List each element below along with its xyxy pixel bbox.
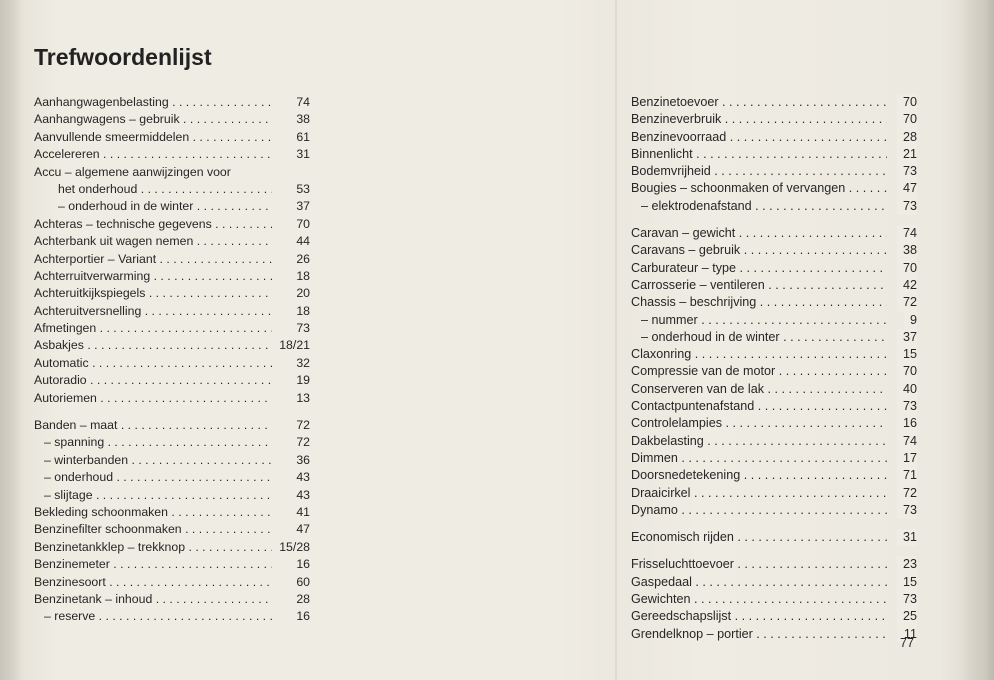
index-page-ref: 16 bbox=[290, 608, 310, 625]
index-entry bbox=[34, 251, 310, 268]
index-entry bbox=[631, 502, 917, 519]
index-term: het onderhoud . . bbox=[58, 181, 272, 198]
index-page-ref: 72 bbox=[290, 434, 310, 451]
index-page-ref: 36 bbox=[290, 452, 310, 469]
index-term: Benzineverbruik . . bbox=[631, 111, 887, 128]
index-page-ref: 70 bbox=[897, 111, 917, 128]
index-page-ref: 37 bbox=[290, 198, 310, 215]
index-entry bbox=[34, 164, 310, 181]
index-term: Carburateur – type . . bbox=[631, 260, 887, 277]
index-term: Dakbelasting . . bbox=[631, 433, 887, 450]
index-term: Bekleding schoonmaken . . bbox=[34, 504, 272, 521]
section-gap bbox=[631, 519, 917, 529]
index-term: Dimmen . . bbox=[631, 450, 887, 467]
index-page-ref: 72 bbox=[897, 294, 917, 311]
index-page-ref: 47 bbox=[290, 521, 310, 538]
index-entry bbox=[34, 216, 310, 233]
index-page-ref: 21 bbox=[897, 146, 917, 163]
book-spine-shadow bbox=[615, 0, 617, 680]
index-page-ref: 15 bbox=[897, 346, 917, 363]
index-entry bbox=[631, 626, 917, 643]
index-term: Grendelknop – portier . . bbox=[631, 626, 887, 643]
index-entry bbox=[34, 574, 310, 591]
index-entry bbox=[34, 320, 310, 337]
index-entry bbox=[34, 285, 310, 302]
index-page-ref: 74 bbox=[897, 225, 917, 242]
index-term: Aanvullende smeermiddelen . . bbox=[34, 129, 272, 146]
index-page-ref: 18 bbox=[290, 268, 310, 285]
index-entry bbox=[631, 294, 917, 311]
index-term: Doorsnedetekening . . bbox=[631, 467, 887, 484]
index-term: Benzinemeter . . bbox=[34, 556, 272, 573]
index-page-ref: 23 bbox=[897, 556, 917, 573]
index-page-ref: 11 bbox=[898, 626, 917, 643]
index-term: Gewichten . . bbox=[631, 591, 887, 608]
index-term: Economisch rijden . . bbox=[631, 529, 887, 546]
index-entry bbox=[631, 467, 917, 484]
index-page-ref: 72 bbox=[290, 417, 310, 434]
index-entry bbox=[631, 329, 917, 346]
index-term: – spanning . . bbox=[44, 434, 272, 451]
index-entry bbox=[631, 485, 917, 502]
index-term: Asbakjes . . bbox=[34, 337, 272, 354]
index-entry bbox=[631, 225, 917, 242]
index-column-right bbox=[631, 94, 917, 643]
index-term: Controlelampies . . bbox=[631, 415, 887, 432]
index-term: Draaicirkel . . bbox=[631, 485, 887, 502]
index-term: Compressie van de motor . . bbox=[631, 363, 887, 380]
index-entry bbox=[34, 181, 310, 198]
index-page-ref: 19 bbox=[290, 372, 310, 389]
index-term: – nummer . . bbox=[641, 312, 887, 329]
index-entry bbox=[34, 434, 310, 451]
index-entry bbox=[631, 111, 917, 128]
index-page-ref: 13 bbox=[290, 390, 310, 407]
index-page-ref: 70 bbox=[290, 216, 310, 233]
index-entry bbox=[34, 372, 310, 389]
index-term: Achteras – technische gegevens . . bbox=[34, 216, 272, 233]
index-page-ref: 20 bbox=[290, 285, 310, 302]
index-term: Achterbank uit wagen nemen . . bbox=[34, 233, 272, 250]
index-page-ref: 44 bbox=[290, 233, 310, 250]
index-entry bbox=[34, 487, 310, 504]
index-entry bbox=[631, 556, 917, 573]
index-entry bbox=[34, 129, 310, 146]
index-term: Benzinesoort . . bbox=[34, 574, 272, 591]
index-entry bbox=[34, 452, 310, 469]
index-entry bbox=[34, 539, 310, 556]
index-term: Frisseluchttoevoer . . bbox=[631, 556, 887, 573]
index-entry bbox=[631, 591, 917, 608]
index-entry bbox=[631, 433, 917, 450]
index-term: Aanhangwagenbelasting . . bbox=[34, 94, 272, 111]
index-entry bbox=[631, 381, 917, 398]
section-gap bbox=[631, 215, 917, 225]
index-entry bbox=[631, 260, 917, 277]
index-page-ref: 41 bbox=[290, 504, 310, 521]
index-term: Achterruitverwarming . . bbox=[34, 268, 272, 285]
index-page-ref: 74 bbox=[897, 433, 917, 450]
index-entry bbox=[34, 198, 310, 215]
index-entry bbox=[34, 355, 310, 372]
index-page-ref: 18 bbox=[290, 303, 310, 320]
index-term: Autoriemen . . bbox=[34, 390, 272, 407]
index-entry bbox=[34, 337, 310, 354]
index-column-left bbox=[34, 94, 310, 626]
index-term: – onderhoud in de winter . . bbox=[641, 329, 887, 346]
index-term: Autoradio . . bbox=[34, 372, 272, 389]
index-entry bbox=[631, 198, 917, 215]
index-entry bbox=[631, 312, 917, 329]
index-term: Bougies – schoonmaken of vervangen . . bbox=[631, 180, 887, 197]
index-term: Accu – algemene aanwijzingen voor bbox=[34, 164, 231, 179]
index-page-ref: 16 bbox=[290, 556, 310, 573]
index-entry bbox=[631, 363, 917, 380]
index-page-ref: 43 bbox=[290, 469, 310, 486]
index-term: Caravan – gewicht . . bbox=[631, 225, 887, 242]
index-page-ref: 70 bbox=[897, 260, 917, 277]
index-page-ref: 37 bbox=[897, 329, 917, 346]
index-page-ref: 47 bbox=[897, 180, 917, 197]
index-term: Benzinetoevoer . . bbox=[631, 94, 887, 111]
index-term: Gereedschapslijst . . bbox=[631, 608, 887, 625]
index-term: Chassis – beschrijving . . bbox=[631, 294, 887, 311]
index-term: Achteruitkijkspiegels . . bbox=[34, 285, 272, 302]
index-page-ref: 74 bbox=[290, 94, 310, 111]
index-term: Caravans – gebruik . . bbox=[631, 242, 887, 259]
index-term: Banden – maat . . bbox=[34, 417, 272, 434]
page-number: 77 bbox=[900, 636, 914, 650]
index-term: Gaspedaal . . bbox=[631, 574, 887, 591]
index-entry bbox=[631, 398, 917, 415]
index-page-ref: 9 bbox=[904, 312, 917, 329]
index-term: Dynamo . . bbox=[631, 502, 887, 519]
index-page-ref: 72 bbox=[897, 485, 917, 502]
index-term: Bodemvrijheid . . bbox=[631, 163, 887, 180]
index-entry bbox=[34, 233, 310, 250]
index-entry bbox=[631, 574, 917, 591]
index-page-ref: 40 bbox=[897, 381, 917, 398]
index-entry bbox=[34, 608, 310, 625]
index-entry bbox=[34, 417, 310, 434]
index-page-ref: 31 bbox=[897, 529, 917, 546]
index-entry bbox=[34, 268, 310, 285]
index-term: Benzinetank – inhoud . . bbox=[34, 591, 272, 608]
index-entry bbox=[631, 242, 917, 259]
index-entry bbox=[631, 529, 917, 546]
index-page-ref: 70 bbox=[897, 94, 917, 111]
index-term: Afmetingen . . bbox=[34, 320, 272, 337]
index-entry bbox=[34, 390, 310, 407]
index-term: Conserveren van de lak . . bbox=[631, 381, 887, 398]
index-page-ref: 73 bbox=[897, 398, 917, 415]
index-entry bbox=[34, 303, 310, 320]
index-entry bbox=[34, 521, 310, 538]
index-page-ref: 18/21 bbox=[273, 337, 310, 354]
index-page-ref: 71 bbox=[897, 467, 917, 484]
index-page-ref: 15 bbox=[897, 574, 917, 591]
section-gap bbox=[631, 546, 917, 556]
index-page-ref: 28 bbox=[290, 591, 310, 608]
index-term: – onderhoud in de winter . . bbox=[58, 198, 272, 215]
index-page-ref: 31 bbox=[290, 146, 310, 163]
page-title: Trefwoordenlijst bbox=[34, 44, 212, 70]
index-entry bbox=[34, 556, 310, 573]
index-page-ref: 73 bbox=[897, 591, 917, 608]
index-page-ref: 43 bbox=[290, 487, 310, 504]
index-page-ref: 73 bbox=[290, 320, 310, 337]
index-entry bbox=[34, 591, 310, 608]
index-term: Contactpuntenafstand . . bbox=[631, 398, 887, 415]
index-entry bbox=[631, 415, 917, 432]
index-entry bbox=[631, 346, 917, 363]
index-term: Achteruitversnelling . . bbox=[34, 303, 272, 320]
index-term: Claxonring . . bbox=[631, 346, 887, 363]
index-term: Carrosserie – ventileren . . bbox=[631, 277, 887, 294]
index-page-ref: 15/28 bbox=[273, 539, 310, 556]
index-entry bbox=[631, 146, 917, 163]
index-entry bbox=[34, 469, 310, 486]
index-entry bbox=[631, 129, 917, 146]
index-term: Achterportier – Variant . . bbox=[34, 251, 272, 268]
index-entry bbox=[631, 94, 917, 111]
index-page-ref: 70 bbox=[897, 363, 917, 380]
index-entry bbox=[631, 163, 917, 180]
index-entry bbox=[34, 504, 310, 521]
index-entry bbox=[631, 277, 917, 294]
index-entry bbox=[34, 146, 310, 163]
index-entry bbox=[631, 450, 917, 467]
index-page-ref: 61 bbox=[290, 129, 310, 146]
index-term: Benzinetankklep – trekknop . . bbox=[34, 539, 272, 556]
index-page-ref: 73 bbox=[897, 163, 917, 180]
index-page-ref: 16 bbox=[897, 415, 917, 432]
index-term: Benzinevoorraad . . bbox=[631, 129, 887, 146]
index-entry bbox=[631, 608, 917, 625]
index-page-ref: 42 bbox=[897, 277, 917, 294]
index-term: Binnenlicht . . bbox=[631, 146, 887, 163]
index-term: – onderhoud . . bbox=[44, 469, 272, 486]
index-page-ref: 38 bbox=[897, 242, 917, 259]
index-term: – elektrodenafstand . . bbox=[641, 198, 887, 215]
index-page-ref: 60 bbox=[290, 574, 310, 591]
section-gap bbox=[34, 407, 310, 417]
index-page-ref: 17 bbox=[897, 450, 917, 467]
index-page-ref: 28 bbox=[897, 129, 917, 146]
index-page-ref: 38 bbox=[290, 111, 310, 128]
index-page-ref: 32 bbox=[290, 355, 310, 372]
index-entry bbox=[631, 180, 917, 197]
index-term: – slijtage . . bbox=[44, 487, 272, 504]
index-entry bbox=[34, 111, 310, 128]
index-page-ref: 26 bbox=[290, 251, 310, 268]
index-page-ref: 25 bbox=[897, 608, 917, 625]
index-term: Automatic . . bbox=[34, 355, 272, 372]
index-page-ref: 73 bbox=[897, 198, 917, 215]
index-entry bbox=[34, 94, 310, 111]
index-page-ref: 73 bbox=[897, 502, 917, 519]
index-term: – reserve . . bbox=[44, 608, 272, 625]
index-term: – winterbanden . . bbox=[44, 452, 272, 469]
index-term: Accelereren . . bbox=[34, 146, 272, 163]
index-page-ref: 53 bbox=[290, 181, 310, 198]
index-term: Aanhangwagens – gebruik . . bbox=[34, 111, 272, 128]
index-term: Benzinefilter schoonmaken . . bbox=[34, 521, 272, 538]
